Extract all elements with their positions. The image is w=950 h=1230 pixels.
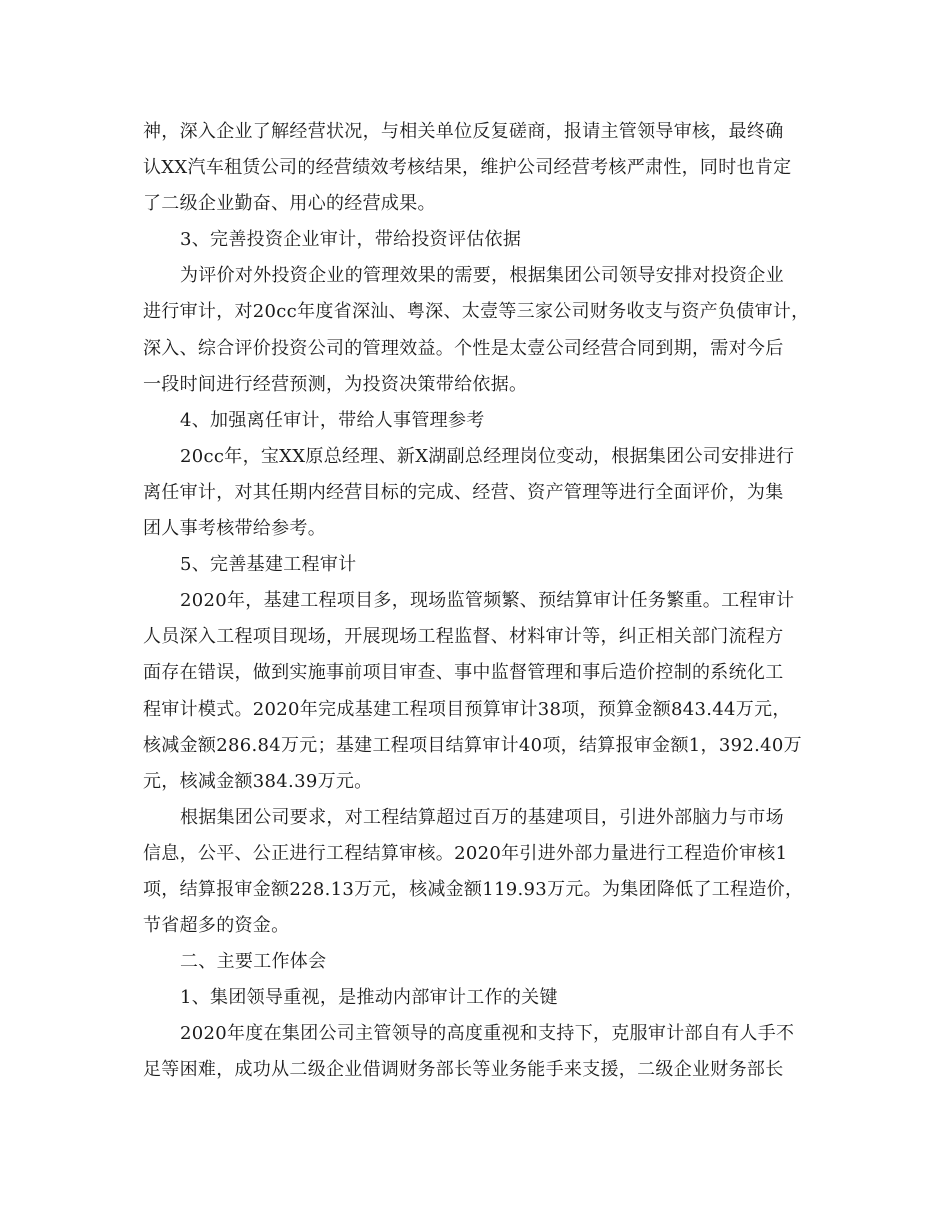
document-body [143, 114, 813, 1089]
text-line: 程审计模式。2020年完成基建工程项目预算审计38项，预算金额843.44万元， [143, 698, 791, 720]
text-line: 了二级企业勤奋、用心的经营成果。 [143, 193, 436, 215]
text-line: 团人事考核带给参考。 [143, 518, 326, 540]
text-line: 元，核减金额384.39万元。 [143, 770, 373, 792]
text-line: 核减金额286.84万元；基建工程项目结算审计40项，结算报审金额1，392.40万 [143, 734, 802, 756]
text-line: 信息，公平、公正进行工程结算审核。2020年引进外部力量进行工程造价审核1 [143, 842, 788, 864]
text-line: 为评价对外投资企业的管理效果的需要，根据集团公司领导安排对投资企业 [180, 265, 784, 287]
text-line: 1、集团领导重视，是推动内部审计工作的关键 [180, 987, 558, 1009]
text-line: 2020年度在集团公司主管领导的高度重视和支持下，克服审计部自有人手不 [180, 1023, 795, 1045]
text-line: 项，结算报审金额228.13万元，核减金额119.93万元。为集团降低了工程造价， [143, 878, 804, 900]
text-line: 认XX汽车租赁公司的经营绩效考核结果，维护公司经营考核严肃性，同时也肯定 [143, 157, 792, 179]
text-line: 根据集团公司要求，对工程结算超过百万的基建项目，引进外部脑力与市场 [180, 806, 784, 828]
text-line: 2020年，基建工程项目多，现场监管频繁、预结算审计任务繁重。工程审计 [180, 590, 795, 612]
text-line: 20cc年，宝XX原总经理、新X湖副总经理岗位变动，根据集团公司安排进行 [180, 445, 795, 467]
text-line: 3、完善投资企业审计，带给投资评估依据 [180, 229, 522, 251]
text-line: 足等困难，成功从二级企业借调财务部长等业务能手来支援，二级企业财务部长 [143, 1059, 784, 1081]
text-line: 进行审计，对20cc年度省深汕、粤深、太壹等三家公司财务收支与资产负债审计， [143, 301, 810, 323]
text-line: 一段时间进行经营预测，为投资决策带给依据。 [143, 373, 528, 395]
text-line: 离任审计，对其任期内经营目标的完成、经营、资产管理等进行全面评价，为集 [143, 481, 784, 503]
text-line: 二、主要工作体会 [180, 951, 327, 973]
text-line: 5、完善基建工程审计 [180, 554, 357, 576]
text-line: 人员深入工程项目现场，开展现场工程监督、材料审计等，纠正相关部门流程方 [143, 626, 784, 648]
text-line: 节省超多的资金。 [143, 915, 290, 937]
text-line: 面存在错误，做到实施事前项目审查、事中监督管理和事后造价控制的系统化工 [143, 662, 784, 684]
text-line: 深入、综合评价投资公司的管理效益。个性是太壹公司经营合同到期，需对今后 [143, 337, 784, 359]
text-line: 神，深入企业了解经营状况，与相关单位反复磋商，报请主管领导审核，最终确 [143, 121, 784, 142]
text-line: 4、加强离任审计，带给人事管理参考 [180, 409, 485, 431]
